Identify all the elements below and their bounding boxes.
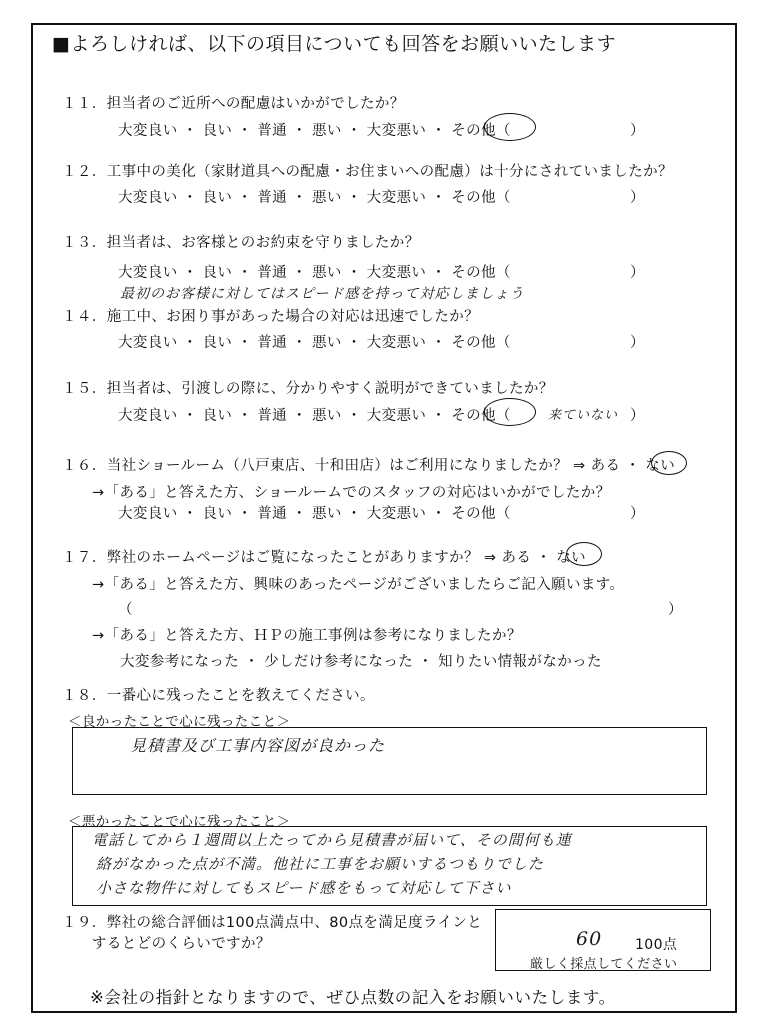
q15-options: 大変良い ・ 良い ・ 普通 ・ 悪い ・ 大変悪い ・ その他（	[118, 408, 511, 424]
q17-open-paren: （	[118, 602, 133, 618]
q17-nai-circle	[566, 542, 602, 566]
q17-close-paren: ）	[668, 602, 683, 618]
q16-followup: →「ある」と答えた方、ショールームでのスタッフの対応はいかがでしたか？	[92, 485, 611, 501]
q16-close-paren: ）	[630, 506, 645, 522]
q16-options: 大変良い ・ 良い ・ 普通 ・ 悪い ・ 大変悪い ・ その他（	[118, 506, 511, 522]
q13-handwritten-comment: 最初のお客様に対してはスピード感を持って対応しましょう	[120, 286, 525, 302]
q16-nai-circle	[651, 451, 687, 475]
q19-score-value: 60	[576, 928, 603, 950]
question-19-line-1: １９．弊社の総合評価は100点満点中、80点を満足度ラインと	[62, 915, 483, 931]
q17-options: 大変参考になった ・ 少しだけ参考になった ・ 知りたい情報がなかった	[120, 654, 602, 670]
question-15: １５．担当者は、引渡しの際に、分かりやすく説明ができていましたか？	[62, 381, 554, 397]
q13-close-paren: ）	[630, 265, 645, 281]
q18-bad-answer-line-1: 電話してから１週間以上たってから見積書が届いて、その間何も連	[92, 831, 572, 849]
question-19-line-2: するとどのくらいですか？	[92, 936, 271, 952]
question-18: １８．一番心に残ったことを教えてください。	[62, 688, 375, 704]
q18-good-answer: 見積書及び工事内容図が良かった	[130, 736, 386, 755]
question-16: １６．当社ショールーム（八戸東店、十和田店）はご利用になりましたか？ ⇒ ある ・ ない	[62, 458, 676, 474]
question-13: １３．担当者は、お客様とのお約束を守りましたか？	[62, 235, 420, 251]
q14-options: 大変良い ・ 良い ・ 普通 ・ 悪い ・ 大変悪い ・ その他（	[118, 335, 511, 351]
q13-options: 大変良い ・ 良い ・ 普通 ・ 悪い ・ 大変悪い ・ その他（	[118, 265, 511, 281]
q18-bad-answer-line-2: 絡がなかった点が不満。他社に工事をお願いするつもりでした	[96, 855, 544, 873]
q11-selected-circle	[484, 113, 536, 141]
q15-close-paren: ）	[630, 408, 645, 424]
q11-options: 大変良い ・ 良い ・ 普通 ・ 悪い ・ 大変悪い ・ その他（	[118, 123, 511, 139]
question-14: １４．施工中、お困り事があった場合の対応は迅速でしたか？	[62, 309, 480, 325]
q17-followup-1: →「ある」と答えた方、興味のあったページがございましたらご記入願います。	[92, 577, 625, 593]
q18-good-label: ＜良かったことで心に残ったこと＞	[68, 714, 291, 730]
q14-close-paren: ）	[630, 335, 645, 351]
q12-close-paren: ）	[630, 190, 645, 206]
q12-options: 大変良い ・ 良い ・ 普通 ・ 悪い ・ 大変悪い ・ その他（	[118, 190, 511, 206]
question-12: １２．工事中の美化（家財道具への配慮・お住まいへの配慮）は十分にされていましたか？	[62, 164, 673, 180]
q11-close-paren: ）	[630, 123, 645, 139]
q18-bad-answer-line-3: 小さな物件に対してもスピード感をもって対応して下さい	[96, 879, 512, 897]
q19-points-label: 100点	[635, 937, 678, 953]
footer-request: ※会社の指針となりますので、ぜひ点数の記入をお願いいたします。	[90, 988, 616, 1007]
q15-selected-circle	[484, 398, 536, 426]
question-17: １７．弊社のホームページはご覧になったことがありますか？ ⇒ ある ・ ない	[62, 550, 586, 566]
q17-followup-2: →「ある」と答えた方、ＨＰの施工事例は参考になりましたか？	[92, 628, 522, 644]
q15-handwritten-comment: 来ていない	[548, 408, 619, 423]
q18-bad-label: ＜悪かったことで心に残ったこと＞	[68, 814, 291, 830]
q19-note: 厳しく採点してください	[530, 957, 678, 972]
question-11: １１．担当者のご近所への配慮はいかがでしたか？	[62, 96, 405, 112]
section-header: ■よろしければ、以下の項目についても回答をお願いいたします	[52, 33, 617, 55]
